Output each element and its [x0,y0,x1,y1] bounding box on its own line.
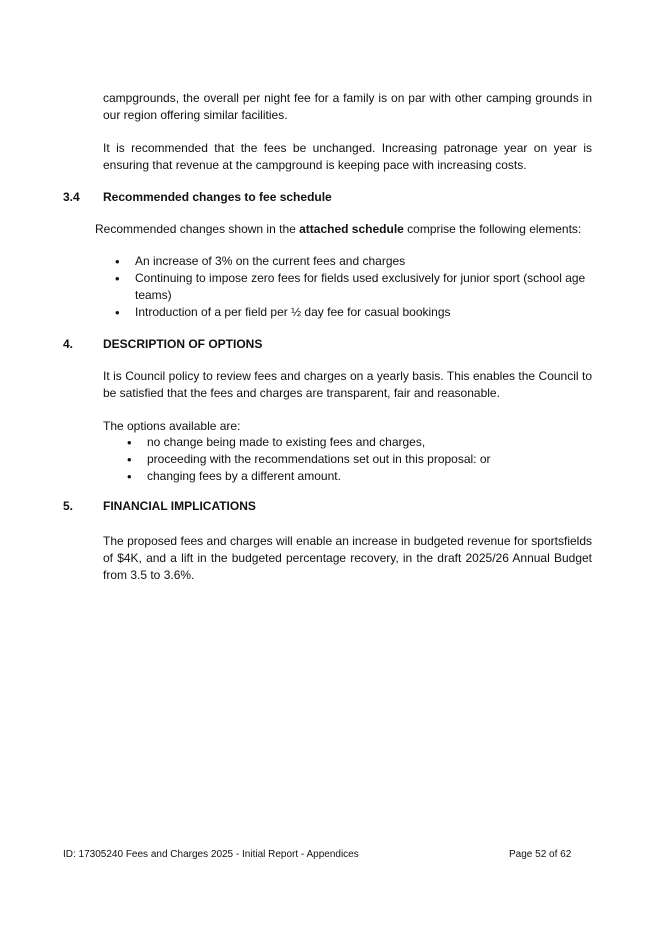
intro-text-start: Recommended changes shown in the [95,222,300,236]
section-number: 3.4 [63,190,80,204]
list-item: • An increase of 3% on the current fees and charges [135,253,595,270]
section-title: Recommended changes to fee schedule [103,190,332,204]
section-number: 5. [63,499,74,513]
section-number: 4. [63,337,74,351]
list-item: • Introduction of a per field per ½ day fee for casual bookings [135,304,595,321]
fee-schedule-intro [95,221,595,238]
section-title: FINANCIAL IMPLICATIONS [103,499,256,513]
list-item: • Continuing to impose zero fees for fields used exclusively for junior sport (school age teams) [135,270,595,304]
section-title: DESCRIPTION OF OPTIONS [103,337,263,351]
footer-page-number: Page 52 of 62 [509,849,572,860]
list-item: • no change being made to existing fees and charges, [147,434,587,451]
paragraph-recommendation: It is recommended that the fees be unchanged. Increasing patronage year on year is ensuring that revenue at the campground is keeping pace with increasing costs. [103,141,592,172]
section-5-heading [63,498,256,515]
list-item: • proceeding with the recommendations set out in this proposal: or [147,451,587,468]
footer-document-id: ID: 17305240 Fees and Charges 2025 - Initial Report - Appendices [63,849,359,860]
intro-text-end: comprise the following elements: [403,222,582,236]
paragraph-campgrounds: campgrounds, the overall per night fee for a family is on par with other camping grounds in our region offering similar facilities. [103,91,592,122]
attached-schedule-bold: attached schedule [299,222,404,236]
fee-changes-list [135,253,595,321]
paragraph-financial: The proposed fees and charges will enable an increase in budgeted revenue for sportsfields of $4K, and a lift in the budgeted percentage recovery, in the draft 2025/26 Annual Budget from 3.5 to 3.6%. [103,534,592,582]
list-item: • changing fees by a different amount. [147,468,587,485]
section-4-heading [63,336,262,353]
options-intro: The options available are: [103,419,241,433]
options-list [147,434,587,485]
section-3-4-heading [63,189,332,206]
paragraph-council-policy: It is Council policy to review fees and charges on a yearly basis. This enables the Council to be satisfied that the fees and charges are transparent, fair and reasonable. [103,369,592,400]
